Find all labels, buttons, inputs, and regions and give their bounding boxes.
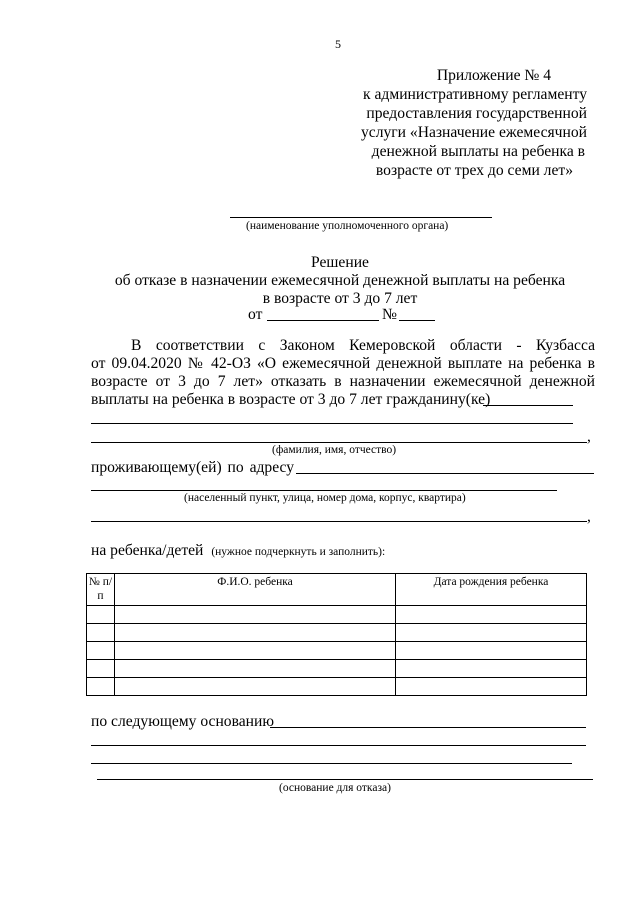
column-header-birthdate: Дата рождения ребенка	[396, 574, 587, 606]
table-cell[interactable]	[87, 624, 115, 642]
reason-field[interactable]	[270, 727, 586, 728]
body-line-3: возрасте от 3 до 7 лет» отказать в назначении ежемесячной денежной	[91, 373, 595, 390]
body-line-1: В соответствии с Законом Кемеровской области - Кузбасса	[131, 337, 595, 354]
children-table	[86, 573, 587, 696]
number-label: №	[382, 306, 397, 323]
decision-title: Решение	[311, 254, 369, 271]
table-cell[interactable]	[87, 642, 115, 660]
address-caption: (населенный пункт, улица, номер дома, корпус, квартира)	[184, 492, 466, 504]
citizen-name-field[interactable]	[483, 405, 573, 406]
date-label: от	[248, 306, 263, 323]
citizen-name-field-2[interactable]	[91, 423, 573, 424]
page-number: 5	[335, 37, 341, 51]
fio-caption: (фамилия, имя, отчество)	[272, 444, 397, 456]
table-cell[interactable]	[87, 660, 115, 678]
authority-name-line[interactable]	[230, 217, 492, 218]
appendix-line: Приложение № 4	[436, 67, 551, 84]
table-cell[interactable]	[115, 624, 396, 642]
table-cell[interactable]	[115, 678, 396, 696]
reason-field-2[interactable]	[91, 745, 586, 746]
table-header-row	[87, 574, 587, 606]
table-cell[interactable]	[87, 678, 115, 696]
table-cell[interactable]	[115, 606, 396, 624]
table-cell[interactable]	[115, 642, 396, 660]
table-cell[interactable]	[115, 660, 396, 678]
reason-field-3[interactable]	[91, 763, 572, 764]
appendix-line: к административному регламенту	[363, 86, 587, 103]
children-label-text: на ребенка/детей	[91, 542, 204, 559]
table-row	[87, 606, 587, 624]
column-header-fio: Ф.И.О. ребенка	[115, 574, 396, 606]
decision-subtitle-2: в возрасте от 3 до 7 лет	[262, 290, 418, 307]
table-row	[87, 624, 587, 642]
appendix-line: денежной выплаты на ребенка в	[371, 143, 585, 160]
appendix-line: услуги «Назначение ежемесячной	[360, 124, 587, 141]
reason-label: по следующему основанию	[91, 713, 274, 730]
appendix-line: предоставления государственной	[366, 105, 587, 122]
address-field-3[interactable]	[91, 521, 587, 522]
body-line-4: выплаты на ребенка в возрасте от 3 до 7 лет гражданину(ке)	[91, 391, 491, 408]
table-row	[87, 660, 587, 678]
appendix-block	[287, 66, 587, 180]
reason-field-4[interactable]	[97, 779, 593, 780]
date-field[interactable]	[267, 320, 379, 321]
children-note: (нужное подчеркнуть и заполнить):	[211, 546, 386, 558]
appendix-line: возрасте от трех до семи лет»	[375, 162, 573, 179]
table-cell[interactable]	[396, 678, 587, 696]
column-header-number: № п/п	[87, 574, 115, 606]
address-label: проживающему(ей) по адресу	[91, 459, 295, 476]
body-line-2: от 09.04.2020 № 42-ОЗ «О ежемесячной денежной выплате на ребенка в	[91, 355, 595, 372]
table-row	[87, 642, 587, 660]
authority-caption: (наименование уполномоченного органа)	[246, 220, 449, 232]
comma: ,	[587, 428, 591, 445]
reason-caption: (основание для отказа)	[279, 782, 391, 794]
table-cell[interactable]	[396, 660, 587, 678]
address-field[interactable]	[296, 473, 594, 474]
table-cell[interactable]	[87, 606, 115, 624]
number-field[interactable]	[399, 320, 435, 321]
children-label	[91, 541, 385, 560]
table-row	[87, 678, 587, 696]
table-cell[interactable]	[396, 642, 587, 660]
decision-subtitle: об отказе в назначении ежемесячной денежной выплаты на ребенка	[114, 272, 566, 289]
table-cell[interactable]	[396, 606, 587, 624]
table-cell[interactable]	[396, 624, 587, 642]
comma: ,	[587, 508, 591, 525]
